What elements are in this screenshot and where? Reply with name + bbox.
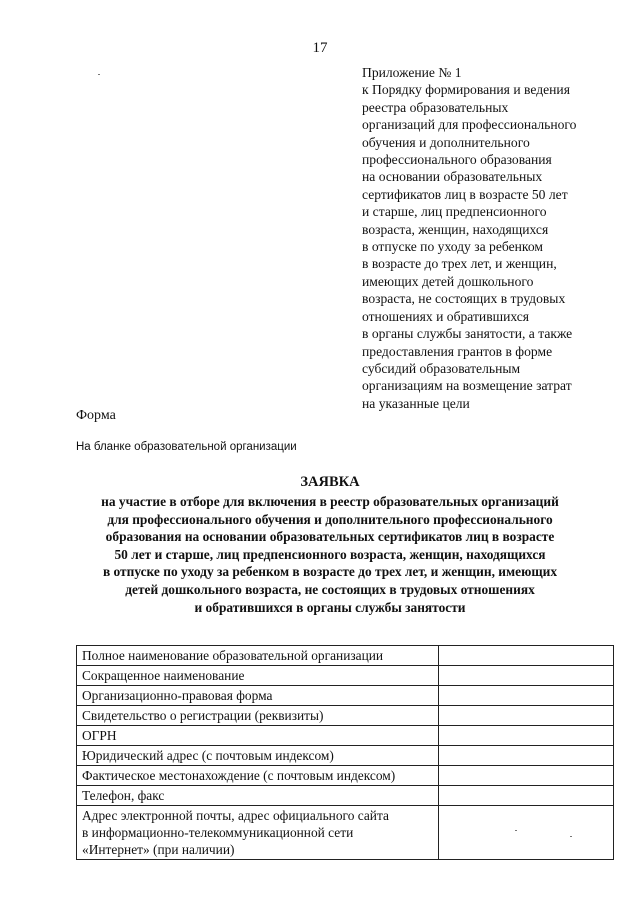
row-value-field[interactable] [438, 686, 613, 706]
document-subtitle-line: детей дошкольного возраста, не состоящих в трудовых отношениях [125, 581, 535, 597]
document-subtitle-line: в отпуске по уходу за ребенком в возрасте до трех лет, и женщин, имеющих [102, 564, 558, 580]
row-value-field[interactable] [438, 766, 613, 786]
table-row [77, 746, 614, 766]
appendix-line: отношениях и обратившихся [362, 308, 530, 324]
table-row [77, 666, 614, 686]
appendix-line: субсидий образовательным [362, 360, 521, 376]
row-value-field[interactable] [438, 726, 613, 746]
document-title: ЗАЯВКА [300, 474, 360, 490]
appendix-line: организаций для профессионального [362, 117, 577, 133]
appendix-line: и старше, лиц предпенсионного [362, 204, 547, 220]
table-row [77, 806, 614, 860]
appendix-line: имеющих детей дошкольного [362, 273, 534, 289]
appendix-line: возраста, не состоящих в трудовых [362, 291, 566, 307]
document-subtitle-line: на участие в отборе для включения в реестр образовательных организаций [101, 494, 559, 509]
appendix-line: в отпуске по уходу за ребенком [362, 239, 543, 255]
row-label-line: «Интернет» (при наличии) [82, 842, 235, 857]
appendix-line: в органы службы занятости, а также [362, 326, 573, 342]
row-value-field[interactable] [438, 746, 613, 766]
organization-info-table [76, 645, 614, 860]
scan-speck [515, 830, 517, 831]
row-label: Фактическое местонахождение (с почтовым индексом) [77, 766, 439, 786]
application-title-block [60, 472, 600, 616]
row-label: Свидетельство о регистрации (реквизиты) [77, 706, 439, 726]
appendix-line: предоставления грантов в форме [362, 343, 553, 359]
table-row [77, 686, 614, 706]
document-subtitle-line: и обратившихся в органы службы занятости [194, 599, 466, 615]
row-label-line: Адрес электронной почты, адрес официального сайта [82, 808, 389, 823]
page-number: 17 [312, 40, 328, 56]
row-label-line: в информационно-телекоммуникационной сети [82, 825, 354, 840]
form-label: Форма [76, 408, 116, 423]
scan-speck [98, 74, 100, 75]
appendix-line: профессионального образования [362, 152, 552, 168]
row-label: Телефон, факс [77, 786, 439, 806]
row-label: Юридический адрес (с почтовым индексом) [77, 746, 439, 766]
row-value-field[interactable] [438, 786, 613, 806]
appendix-line: реестра образовательных [362, 99, 509, 115]
row-value-field[interactable] [438, 646, 613, 666]
appendix-header [362, 64, 622, 412]
appendix-line: в возрасте до трех лет, и женщин, [362, 256, 557, 272]
appendix-line: обучения и дополнительного [362, 134, 530, 150]
table-row [77, 766, 614, 786]
row-label: Полное наименование образовательной организации [77, 646, 439, 666]
row-label: Сокращенное наименование [77, 666, 439, 686]
appendix-line: к Порядку формирования и ведения [362, 82, 570, 98]
appendix-line: возраста, женщин, находящихся [362, 221, 549, 237]
letterhead-note: На бланке образовательной организации [76, 441, 297, 453]
scan-speck [570, 836, 572, 837]
row-label: ОГРН [77, 726, 439, 746]
appendix-line: на основании образовательных [362, 169, 543, 185]
appendix-line: сертификатов лиц в возрасте 50 лет [362, 186, 568, 202]
table-row [77, 646, 614, 666]
appendix-line: организациям на возмещение затрат [362, 378, 572, 394]
row-value-field[interactable] [438, 706, 613, 726]
row-value-field[interactable] [438, 666, 613, 686]
row-label-multiline [77, 806, 439, 860]
document-subtitle-line: 50 лет и старше, лиц предпенсионного возраста, женщин, находящихся [114, 546, 546, 562]
document-subtitle-line: для профессионального обучения и дополнительного профессионального [107, 511, 553, 527]
document-subtitle-line: образования на основании образовательных сертификатов лиц в возрасте [105, 529, 555, 545]
row-value-field[interactable] [438, 806, 613, 860]
row-label: Организационно-правовая форма [77, 686, 439, 706]
table-row [77, 726, 614, 746]
table-row [77, 706, 614, 726]
appendix-line: Приложение № 1 [362, 65, 462, 80]
table-row [77, 786, 614, 806]
appendix-line: на указанные цели [362, 395, 470, 411]
